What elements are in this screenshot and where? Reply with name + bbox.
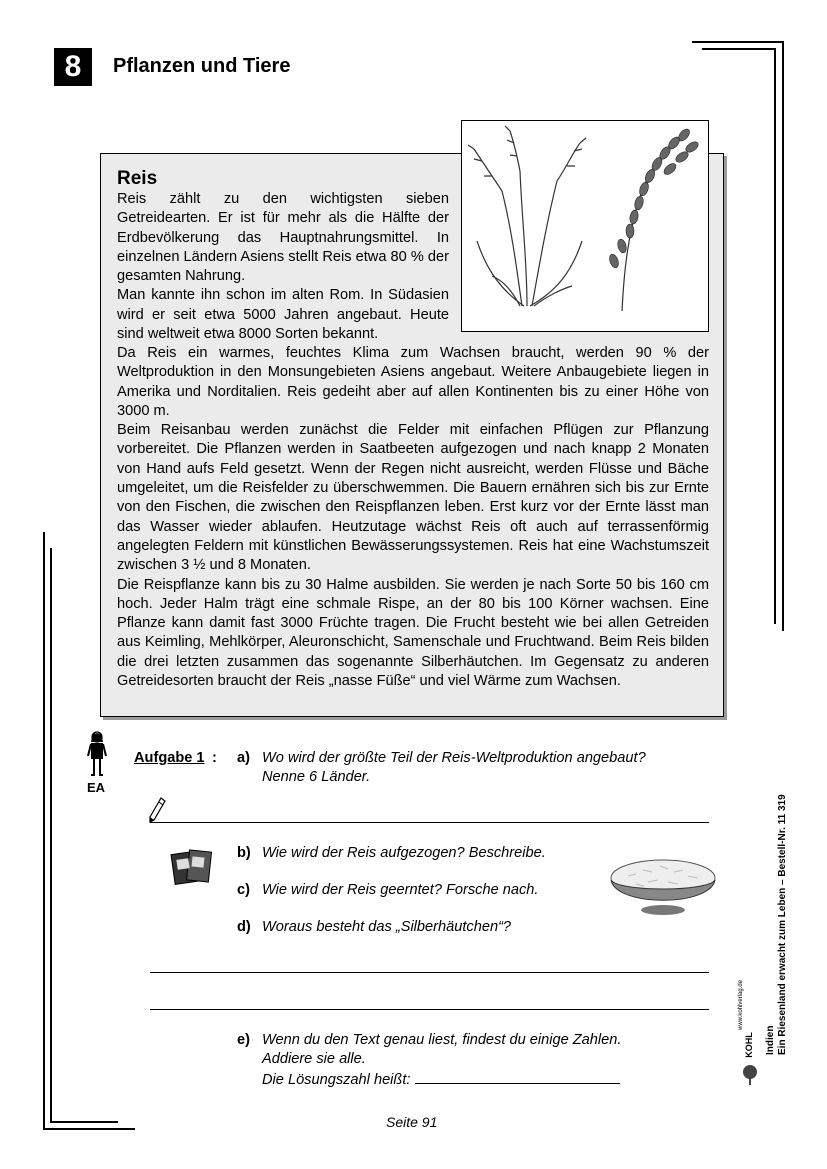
article-paragraph: Reis zählt zu den wichtigsten sieben Getreidearten. Er ist für mehr als die Hälfte der Erdbevölkerung das Hauptnahrungsmittel. In einzelnen Ländern Asiens stellt Reis etwa 80 % der gesamten Nahrung.: [117, 191, 449, 285]
question-b-text: Wie wird der Reis aufgezogen? Beschreibe.: [262, 845, 546, 861]
article-intro: [117, 190, 449, 344]
frame-line-bottom-left-inner: [50, 1121, 118, 1123]
page-number: Seite 91: [386, 1114, 438, 1130]
frame-line-top-right-outer: [692, 41, 784, 43]
article-paragraph: Da Reis ein warmes, feuchtes Klima zum Wachsen braucht, werden 90 % der Weltproduktion in den Monsungebieten Asiens angebaut. Weitere Anbaugebiete liegen in Amerika und Norditalien. Reis gedeiht aber auf allen Kontinenten bis zu einer Höhe von 3000 m.: [117, 345, 709, 419]
question-a-letter: a): [237, 750, 250, 766]
question-a-text: Wo wird der größte Teil der Reis-Weltproduktion angebaut? Nenne 6 Länder.: [262, 750, 646, 785]
article-paragraph: Man kannte ihn schon im alten Rom. In Südasien wird er seit etwa 5000 Jahren angebaut. Heute sind weltweit etwa 8000 Sorten bekannt.: [117, 287, 449, 343]
question-b-letter: b): [237, 845, 251, 861]
frame-line-left-inner: [50, 548, 52, 1123]
question-c-text: Wie wird der Reis geerntet? Forsche nach.: [262, 882, 539, 898]
answer-line-b[interactable]: [150, 972, 709, 973]
chapter-number-badge: 8: [54, 48, 92, 86]
sidebar-book-title: Indien: [765, 1025, 776, 1055]
frame-line-right-inner: [774, 48, 776, 624]
solution-input-line[interactable]: [415, 1069, 620, 1084]
frame-line-right-outer: [782, 41, 784, 631]
chapter-title: Pflanzen und Tiere: [113, 55, 291, 77]
question-d-text: Woraus besteht das „Silberhäutchen“?: [262, 919, 512, 935]
answer-line-c[interactable]: [150, 1009, 709, 1010]
article-paragraph: Die Reispflanze kann bis zu 30 Halme ausbilden. Sie werden je nach Sorte 50 bis 160 cm hoch. Jeder Halm trägt eine schmale Rispe, an der 80 bis 100 Körner wachsen. Eine Pflanze kann damit fast 3000 Früchte tragen. Die Frucht besteht wie bei allen Getreiden aus Keimling, Mehlkörper, Aleuronschicht, Samenschale und Fruchtwand. Beim Reis bilden die drei letzten zusammen das sogenannte Silberhäutchen. Im Gegensatz zu anderen Getreidesorten braucht der Reis „nasse Füße“ und viel Wärme zum Wachsen.: [117, 576, 709, 690]
rice-bowl-icon: [608, 852, 718, 918]
publisher-logo: KOHL: [743, 1032, 754, 1058]
sidebar-book-subtitle: Ein Riesenland erwacht zum Leben – Bestell-Nr. 11 319: [777, 794, 788, 1055]
books-icon: [170, 847, 214, 887]
frame-line-left-outer: [43, 532, 45, 1130]
question-d-letter: d): [237, 919, 251, 935]
rice-plant-illustration: [461, 120, 709, 332]
pencil-icon: [147, 796, 167, 824]
article-body: [117, 344, 709, 691]
question-e-text: Wenn du den Text genau liest, findest du einige Zahlen. Addiere sie alle. Die Lösungszahl heißt:: [262, 1032, 622, 1088]
frame-line-top-right-inner: [702, 48, 776, 50]
girl-figure-icon: [86, 730, 108, 778]
question-e-letter: e): [237, 1032, 250, 1048]
task-label-colon: :: [212, 750, 217, 766]
article-paragraph: Beim Reisanbau werden zunächst die Felder mit einfachen Pflügen zur Pflanzung vorbereitet. Die Pflanzen werden in Saatbeeten aufgezogen und nach knapp 2 Monaten von Hand aufs Feld gesetzt. Wenn der Regen nicht ausreicht, werden Flüsse und Bäche umgeleitet, um die Reisfelder zu überschwemmen. Die Bauern ernähren sich bis zur Ernte von den Fischen, die zwischen den Reispflanzen leben. Erst kurz vor der Ernte lässt man das Wasser wieder ablaufen. Heutzutage wächst Reis oft auch auf terrassenförmig angelegten Feldern mit künstlichen Bewässerungssystemen. Reis hat eine Wachstumszeit zwischen 3 ½ und 8 Monaten.: [117, 422, 709, 574]
tree-logo-icon: [742, 1064, 758, 1086]
task-label: Aufgabe 1: [134, 750, 205, 766]
question-c-letter: c): [237, 882, 250, 898]
publisher-url: www.kohlverlag.de: [738, 979, 744, 1030]
frame-line-bottom-left-outer: [43, 1128, 135, 1130]
answer-line-a[interactable]: [150, 822, 709, 823]
work-mode-label: EA: [87, 780, 106, 795]
article-title: Reis: [117, 168, 158, 189]
